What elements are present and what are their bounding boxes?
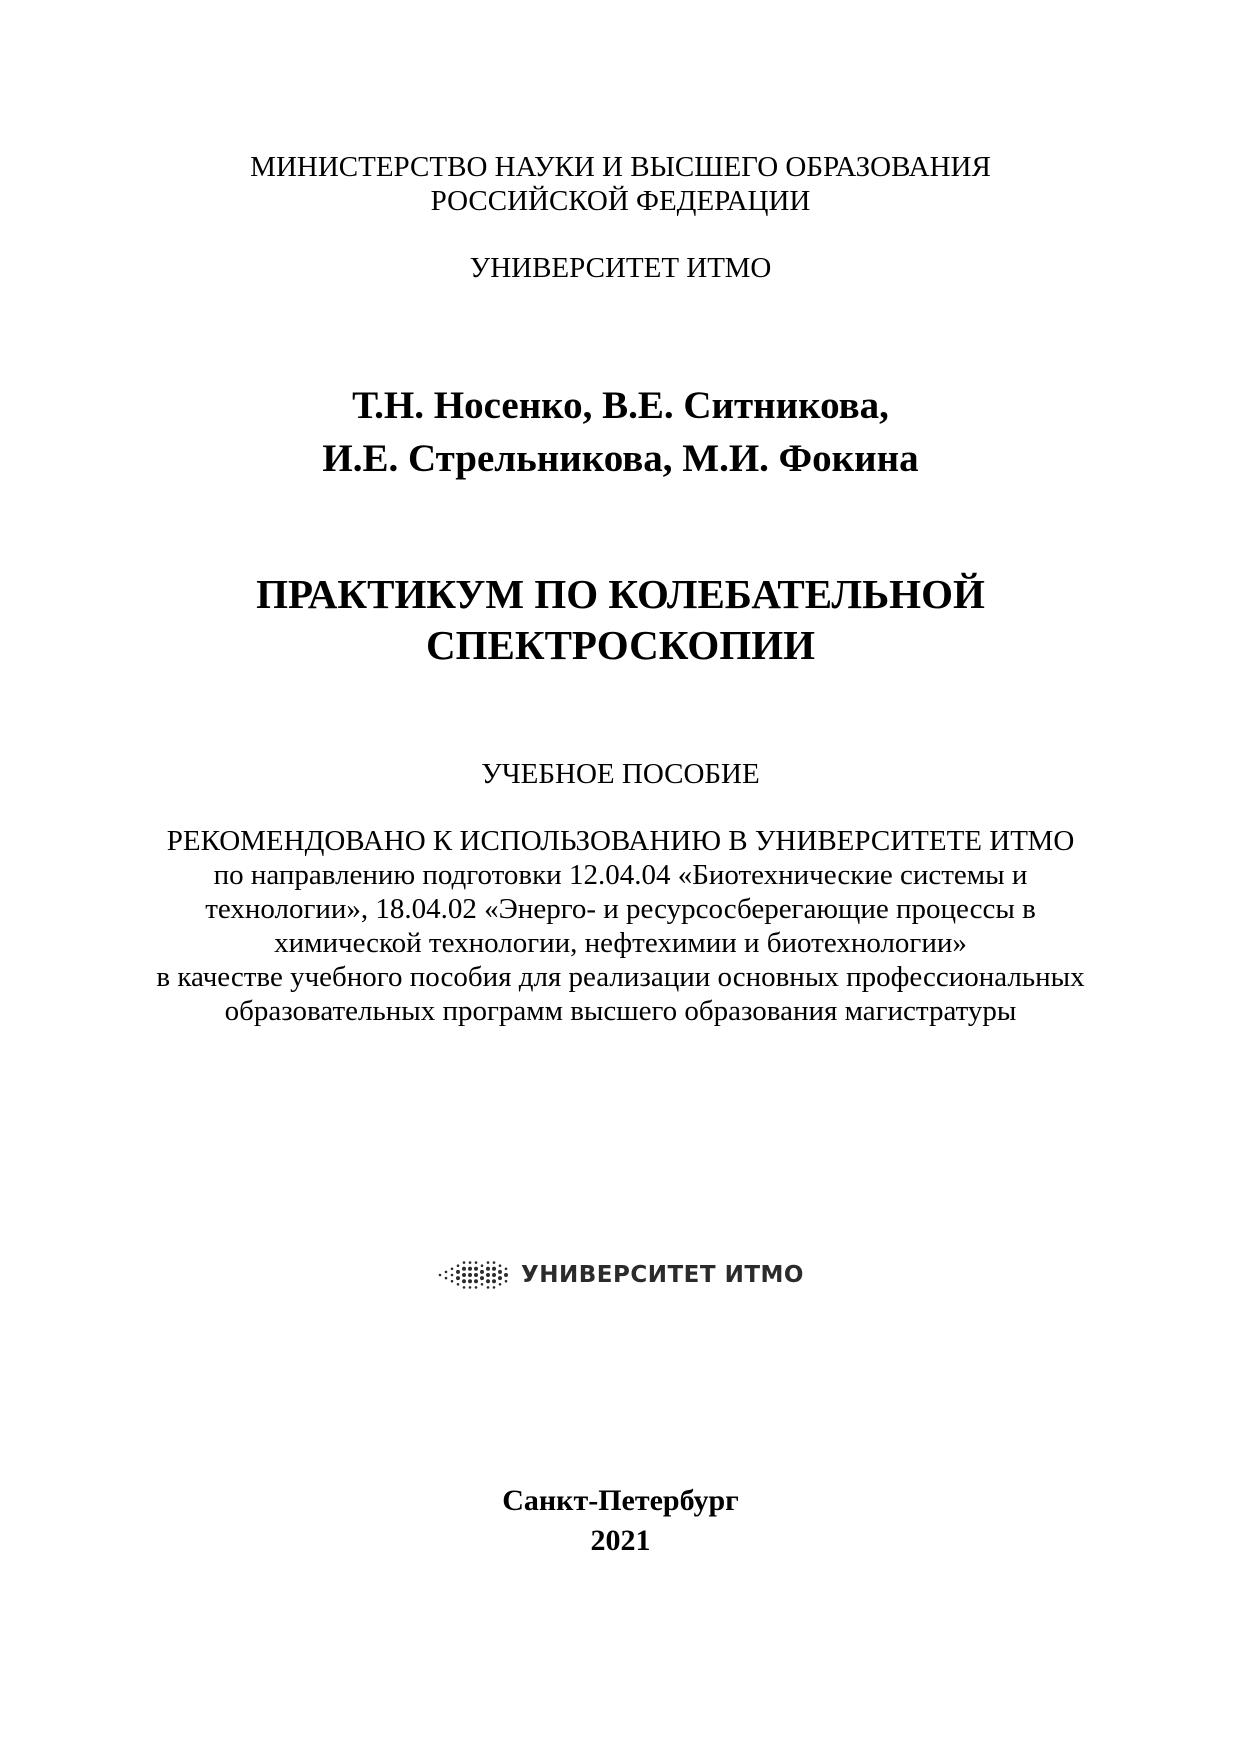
ministry-header — [0, 150, 1241, 218]
logo-dot — [492, 1267, 496, 1271]
logo-dot — [468, 1279, 472, 1283]
recommendation-line-6: образовательных программ высшего образования магистратуры — [224, 995, 1017, 1027]
logo-dot — [480, 1276, 484, 1280]
logo-dot — [504, 1273, 508, 1277]
logo-dot — [505, 1280, 508, 1283]
logo-dot — [492, 1273, 496, 1277]
logo-dot — [456, 1276, 460, 1280]
logo-dot — [457, 1283, 460, 1286]
logo-dot — [439, 1274, 442, 1277]
logo-dot — [498, 1276, 502, 1280]
imprint-year: 2021 — [590, 1524, 651, 1557]
logo-dot — [493, 1286, 496, 1289]
logo-dot — [499, 1283, 502, 1286]
logo-dot — [445, 1271, 448, 1274]
logo-dot — [505, 1268, 508, 1271]
logo-dot — [493, 1261, 496, 1264]
itmo-dot-matrix-icon — [437, 1258, 509, 1292]
logo-dot — [463, 1261, 466, 1264]
recommendation-line-5: в качестве учебного пособия для реализации основных профессиональных — [156, 961, 1085, 993]
logo-dot — [469, 1286, 472, 1289]
logo-dot — [474, 1267, 478, 1271]
logo-dot — [475, 1286, 478, 1289]
book-title — [0, 569, 1241, 671]
logo-dot — [486, 1267, 490, 1271]
document-type-line: УЧЕБНОЕ ПОСОБИЕ — [481, 758, 760, 790]
logo-dot — [451, 1268, 454, 1271]
recommendation — [0, 824, 1241, 1028]
title-line-1: ПРАКТИКУМ ПО КОЛЕБАТЕЛЬНОЙ — [256, 571, 985, 617]
logo-dot — [486, 1279, 490, 1283]
logo-dot — [487, 1261, 490, 1264]
recommendation-line-1: РЕКОМЕНДОВАНО К ИСПОЛЬЗОВАНИЮ В УНИВЕРСИТЕТЕ ИТМО — [166, 825, 1075, 857]
logo-dot — [457, 1264, 460, 1267]
logo-text: УНИВЕРСИТЕТ ИТМО — [521, 1262, 804, 1288]
authors-line-2: И.Е. Стрельникова, М.И. Фокина — [322, 437, 919, 480]
itmo-logo — [0, 1255, 1241, 1295]
logo-dot — [451, 1280, 454, 1283]
logo-dot — [481, 1264, 484, 1267]
recommendation-line-4: химической технологии, нефтехимии и биотехнологии» — [274, 927, 967, 959]
logo-dot — [468, 1267, 472, 1271]
logo-dot — [475, 1261, 478, 1264]
logo-dot — [499, 1264, 502, 1267]
logo-dot — [492, 1279, 496, 1283]
logo-dot — [487, 1286, 490, 1289]
logo-dot — [469, 1261, 472, 1264]
authors-line-1: Т.Н. Носенко, В.Е. Ситникова, — [352, 384, 889, 427]
logo-dot — [462, 1279, 466, 1283]
ministry-line-1: МИНИСТЕРСТВО НАУКИ И ВЫСШЕГО ОБРАЗОВАНИЯ — [250, 151, 991, 183]
title-line-2: СПЕКТРОСКОПИИ — [426, 622, 815, 668]
document-type — [0, 757, 1241, 791]
logo-dot — [486, 1273, 490, 1277]
logo-dot — [451, 1274, 454, 1277]
logo-dot — [498, 1270, 502, 1274]
logo-dot — [456, 1270, 460, 1274]
logo-dot — [480, 1270, 484, 1274]
logo-dot — [474, 1279, 478, 1283]
ministry-line-2: РОССИЙСКОЙ ФЕДЕРАЦИИ — [430, 185, 811, 217]
logo-dot — [462, 1273, 466, 1277]
university-line: УНИВЕРСИТЕТ ИТМО — [469, 252, 772, 284]
logo-dot — [463, 1286, 466, 1289]
recommendation-line-2: по направлению подготовки 12.04.04 «Биотехнические системы и — [213, 859, 1028, 891]
imprint — [0, 1481, 1241, 1561]
authors — [0, 379, 1241, 485]
logo-dot — [468, 1273, 472, 1277]
logo-dot — [474, 1273, 478, 1277]
logo-dot — [462, 1267, 466, 1271]
imprint-city: Санкт-Петербург — [502, 1484, 739, 1517]
logo-dot — [445, 1277, 448, 1280]
recommendation-line-3: технологии», 18.04.02 «Энерго- и ресурсосберегающие процессы в — [205, 893, 1036, 925]
logo-dot — [481, 1283, 484, 1286]
university-name — [0, 251, 1241, 285]
